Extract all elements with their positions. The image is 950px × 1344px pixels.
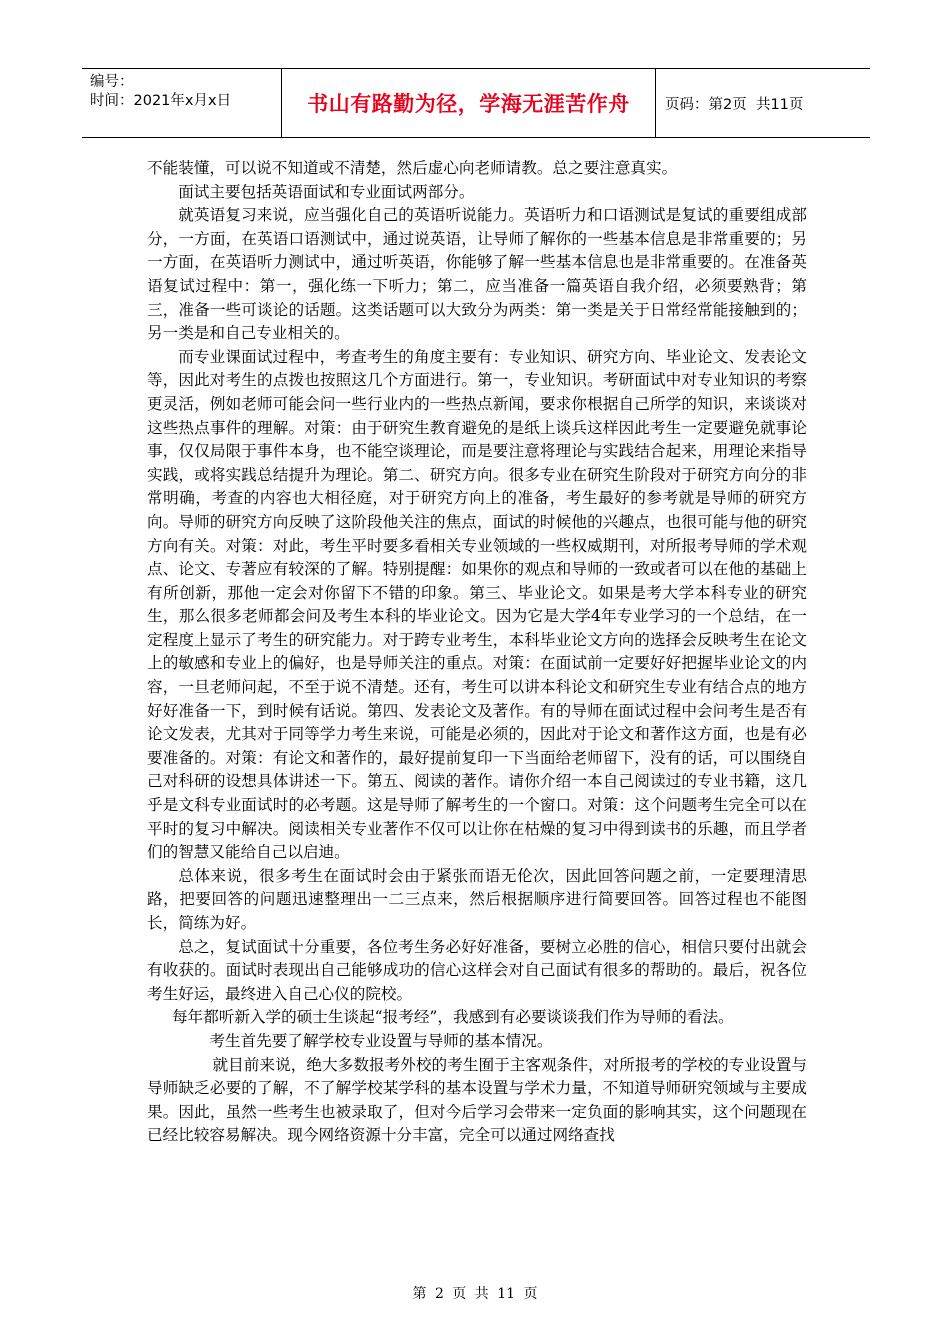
header-motto: 书山有路勤为径，学海无涯苦作舟 <box>307 92 630 116</box>
header-page-info: 页码：第2页 共11页 <box>665 96 804 113</box>
paragraph: 而专业课面试过程中，考查考生的角度主要有：专业知识、研究方向、毕业论文、发表论文等，因此对考生的点拨也按照这几个方面进行。第一，专业知识。考研面试中对专业知识的考察更灵活，例如老师可能会问一些行业内的一些热点新闻，要求你根据自己所学的知识，来谈谈对这些热点事件的理解。对策：由于研究生教育避免的是纸上谈兵这样因此考生一定要避免就事论事，仅仅局限于事件本身，也不能空谈理论，而是要注意将理论与实践结合起来，用理论来指导实践，或将实践总结提升为理论。第二、研究方向。很多专业在研究生阶段对于研究方向分的非常明确，考查的内容也大相径庭，对于研究方向上的准备，考生最好的参考就是导师的研究方向。导师的研究方向反映了这阶段他关注的焦点，面试的时候他的兴趣点，也很可能与他的研究方向有关。对策：对此，考生平时要多看相关专业领域的一些权威期刊，对所报考导师的学术观点、论文、专著应有较深的了解。特别提醒：如果你的观点和导师的一致或者可以在他的基础上有所创新，那他一定会对你留下不错的印象。第三、毕业论文。如果是考大学本科专业的研究生，那么很多老师都会问及考生本科的毕业论文。因为它是大学4年专业学习的一个总结，在一定程度上显示了考生的研究能力。对于跨专业考生，本科毕业论文方向的选择会反映考生在论文上的敏感和专业上的偏好，也是导师关注的重点。对策：在面试前一定要好好把握毕业论文的内容，一旦老师问起，不至于说不清楚。还有，考生可以讲本科论文和研究生专业有结合点的地方好好准备一下，到时候有话说。第四、发表论文及著作。有的导师在面试过程中会问考生是否有论文发表，尤其对于同等学力考生来说，可能是必须的，因此对于论文和著作这方面，也是有必要准备的。对策：有论文和著作的，最好提前复印一下当面给老师留下，没有的话，可以围绕自己对科研的设想具体讲述一下。第五、阅读的著作。请你介绍一本自己阅读过的专业书籍，这几乎是文科专业面试时的必考题。这是导师了解考生的一个窗口。对策：这个问题考生完全可以在平时的复习中解决。阅读相关专业著作不仅可以让你在枯燥的复习中得到读书的乐趣，而且学者们的智慧又能给自己以启迪。 <box>147 347 807 862</box>
header-number-label: 编号： <box>90 74 134 90</box>
paragraph: 总之，复试面试十分重要，各位考生务必好好准备，要树立必胜的信心，相信只要付出就会有收获的。面试时表现出自己能够成功的信心这样会对自己面试有很多的帮助的。最后，祝各位考生好运，最终进入自己心仪的院校。 <box>147 937 807 1003</box>
paragraph: 不能装懂，可以说不知道或不清楚，然后虚心向老师请教。总之要注意真实。 <box>147 159 678 177</box>
paragraph: 就目前来说，绝大多数报考外校的考生囿于主客观条件，对所报考的学校的专业设置与导师缺乏必要的了解，不了解学校某学科的基本设置与学术力量，不知道导师研究领域与主要成果。因此，虽然一些考生也被录取了，但对今后学习会带来一定负面的影响其实，这个问题现在已经比较容易解决。现今网络资源十分丰富，完全可以通过网络查找 <box>147 1055 807 1145</box>
header-time-label: 时间：2021年x月x日 <box>90 93 232 109</box>
paragraph: 总体来说，很多考生在面试时会由于紧张而语无伦次，因此回答问题之前，一定要理清思路，把要回答的问题迅速整理出一二三点来，然后根据顺序进行简要回答。回答过程也不能图长，简练为好。 <box>147 866 807 932</box>
page-header <box>82 68 870 138</box>
paragraph: 就英语复习来说，应当强化自己的英语听说能力。英语听力和口语测试是复试的重要组成部分，一方面，在英语口语测试中，通过说英语，让导师了解你的一些基本信息是非常重要的；另一方面，在英语听力测试中，通过听英语，你能够了解一些基本信息也是非常重要的。在准备英语复试过程中：第一，强化练一下听力；第二，应当准备一篇英语自我介绍，必须要熟背；第三，准备一些可谈论的话题。这类话题可以大致分为两类：第一类是关于日常经常能接触到的；另一类是和自己专业相关的。 <box>147 206 807 343</box>
page-footer: 第 2 页 共 11 页 <box>412 1286 538 1302</box>
header-motto-cell <box>282 69 656 137</box>
header-page-info-cell <box>656 69 870 137</box>
paragraph: 面试主要包括英语面试和专业面试两部分。 <box>178 182 475 201</box>
header-meta <box>82 69 282 137</box>
document-body <box>147 157 807 1148</box>
paragraph: 考生首先要了解学校专业设置与导师的基本情况。 <box>209 1031 553 1050</box>
paragraph: 每年都听新入学的硕士生谈起“报考经”，我感到有必要谈谈我们作为导师的看法。 <box>171 1008 734 1027</box>
